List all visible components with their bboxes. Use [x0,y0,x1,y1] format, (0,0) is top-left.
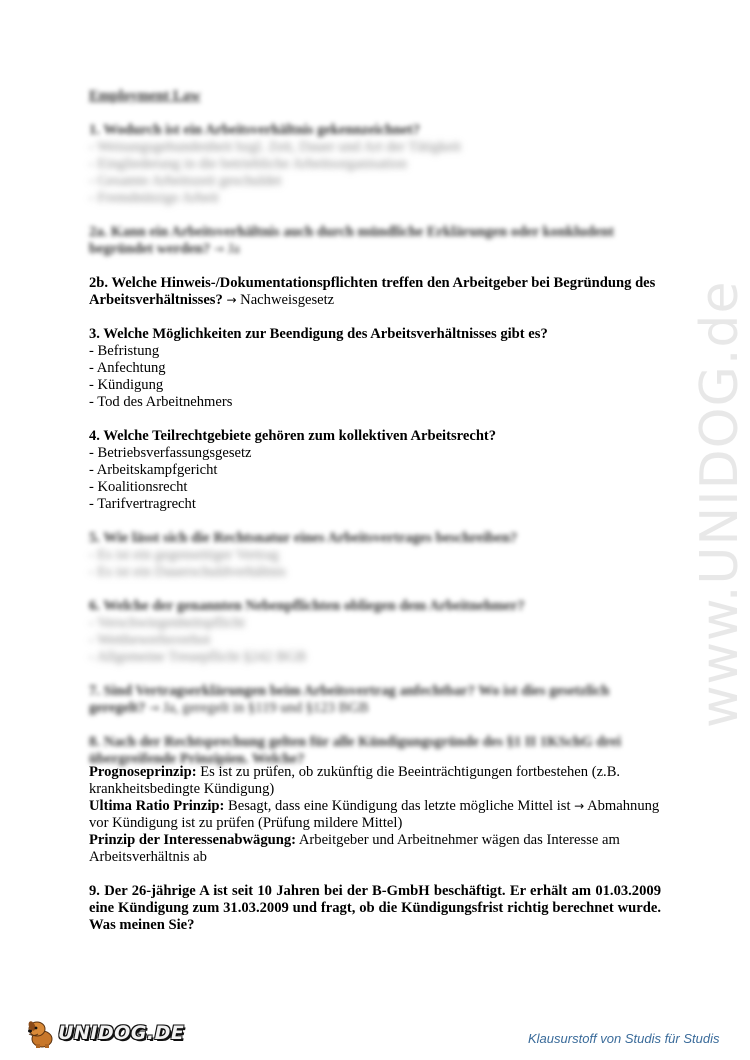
question-1: 1. Wodurch ist ein Arbeitsverhältnis gekennzeichnet? - Weisungsgebundenheit bzgl. Zeit, Dauer und Art der Tätigkeit - Eingliederung in die betriebliche Arbeitsorganisation - Gesamte Arbeitszeit geschuldet - Fremdnützige Arbeit [89,122,661,207]
watermark: www.UNIDOG.de [690,280,750,728]
principle-prognose: Prognoseprinzip: Es ist zu prüfen, ob zukünftig die Beeinträchtigungen fortbestehen (z.B. krankheitsbedingte Kündigung) [89,764,621,797]
question-text: 4. Welche Teilrechtgebiete gehören zum kollektiven Arbeitsrecht? [89,428,497,444]
arrow-icon: → [226,293,237,307]
document-title: Employment Law [89,88,201,104]
list-item: - Koalitionsrecht [89,479,188,495]
list-item: - Kündigung [89,377,164,393]
unidog-logo[interactable] [26,1017,184,1049]
list-item: - Verschwiegenheitspflicht [89,615,245,631]
question-text: 3. Welche Möglichkeiten zur Beendigung des Arbeitsverhältnisses gibt es? [89,326,548,342]
principle-interessenabwaegung: Prinzip der Interessenabwägung: Arbeitgeber und Arbeitnehmer wägen das Interesse am Arbeitsverhältnis ab [89,832,620,865]
list-item: - Wettbewerbsverbot [89,632,211,648]
question-4 [89,428,661,513]
list-item: - Tarifvertragrecht [89,496,196,512]
question-7: 7. Sind Vertragserklärungen beim Arbeitsvertrag anfechtbar? Wo ist dies gesetzlich geregelt? → Ja, geregelt in §119 und §123 BGB [89,683,610,716]
document-content [89,86,661,934]
answer-text: Nachweisgesetz [240,292,335,308]
arrow-icon: → [574,799,585,813]
list-item: - Eingliederung in die betriebliche Arbeitsorganisation [89,156,407,172]
principle-ultima-ratio: Ultima Ratio Prinzip: Besagt, dass eine Kündigung das letzte mögliche Mittel ist → Abmahnung vor Kündigung ist zu prüfen (Prüfung mildere Mittel) [89,798,660,831]
list-item: - Befristung [89,343,160,359]
list-item: - Tod des Arbeitnehmers [89,394,233,410]
list-item: - Betriebsverfassungsgesetz [89,445,252,461]
question-8-answers [89,764,661,866]
question-9: 9. Der 26-jährige A ist seit 10 Jahren bei der B-GmbH beschäftigt. Er erhält am 01.03.2009 eine Kündigung zum 31.03.2009 und fragt, ob die Kündigungsfrist richtig berechnet wurde. Was meinen Sie? [89,883,661,933]
list-item: - Weisungsgebundenheit bzgl. Zeit, Dauer und Art der Tätigkeit [89,139,461,155]
list-item: - Allgemeine Treuepflicht §242 BGB [89,649,307,665]
logo-text: UNIDOG.DE [58,1022,185,1044]
list-item: - Anfechtung [89,360,166,376]
list-item: - Es ist ein Dauerschuldverhältnis [89,564,286,580]
question-2a: 2a. Kann ein Arbeitsverhältnis auch durch mündliche Erklärungen oder konkludent begründet werden? → Ja [89,224,614,257]
question-2b [89,275,661,309]
question-6: 6. Welche der genannten Nebenpflichten obliegen dem Arbeitnehmer? - Verschwiegenheitspflicht - Wettbewerbsverbot - Allgemeine Treuepflicht §242 BGB [89,598,661,666]
list-item: - Fremdnützige Arbeit [89,190,219,206]
footer-tagline: Klausurstoff von Studis für Studis [528,1031,720,1046]
question-text: 2b. Welche Hinweis-/Dokumentationspflichten treffen den Arbeitgeber bei Begründung des Arbeitsverhältnisses? [89,275,656,308]
list-item: - Gesamte Arbeitszeit geschuldet [89,173,282,189]
question-5: 5. Wie lässt sich die Rechtsnatur eines Arbeitsvertrages beschreiben? - Es ist ein gegenseitiger Vertrag - Es ist ein Dauerschuldverhältnis [89,530,661,581]
question-3 [89,326,661,411]
list-item: - Arbeitskampfgericht [89,462,218,478]
question-8-text: 8. Nach der Rechtsprechung gelten für alle Kündigungsgründe des §1 II 1KSchG drei übergreifende Prinzipien. Welche? [89,734,622,767]
list-item: - Es ist ein gegenseitiger Vertrag [89,547,279,563]
dog-icon [26,1017,56,1049]
